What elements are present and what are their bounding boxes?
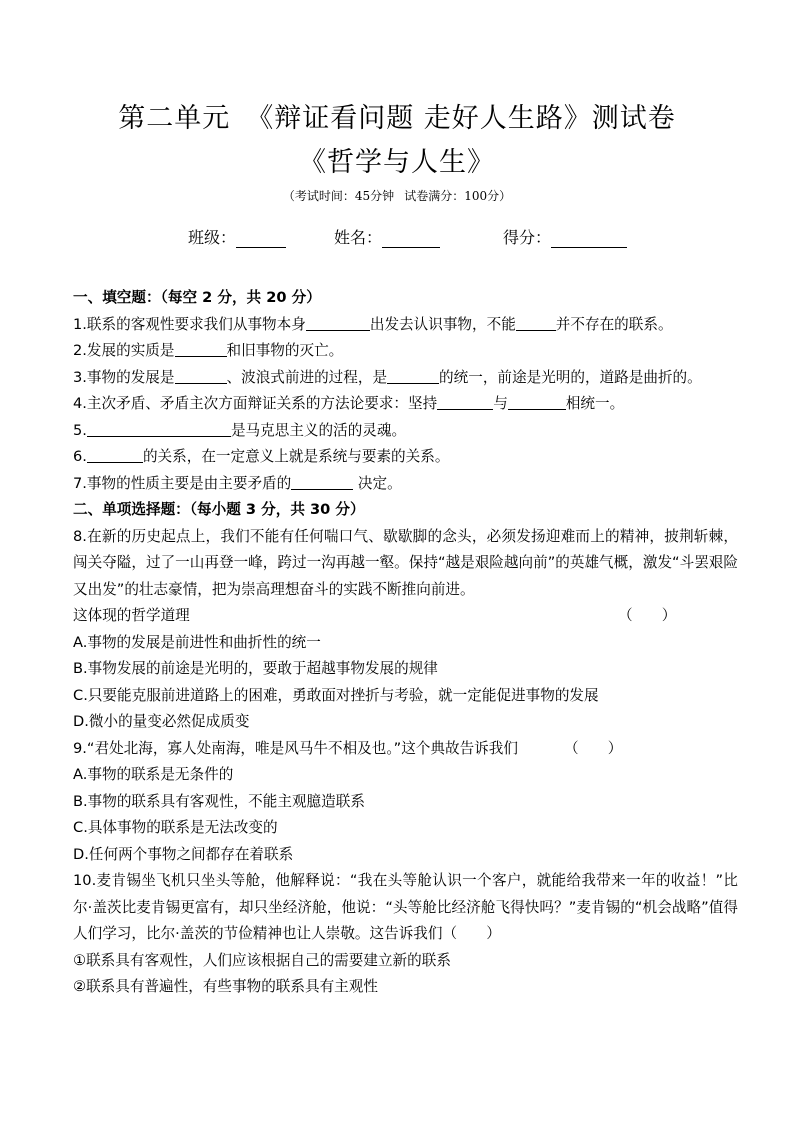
blank[interactable] <box>87 421 231 437</box>
blank[interactable] <box>516 315 556 331</box>
answer-paren[interactable]: （ ） <box>563 739 623 757</box>
answer-paren[interactable]: （ ） <box>618 607 677 624</box>
option-1[interactable]: ①联系具有客观性，人们应该根据自己的需要建立新的联系 <box>73 951 451 969</box>
class-blank[interactable] <box>236 231 286 248</box>
blank[interactable] <box>175 341 227 357</box>
section-1-heading: 一、填空题：（每空 2 分，共 20 分） <box>73 289 321 306</box>
question-6: 6. 的关系，在一定意义上就是系统与要素的关系。 <box>73 448 450 465</box>
exam-content <box>73 285 738 1001</box>
student-info-fields <box>188 225 648 247</box>
option-a[interactable]: A.事物的联系是无条件的 <box>73 766 234 783</box>
name-field[interactable]: 姓名： <box>334 225 440 248</box>
question-5: 5. 是马克思主义的活的灵魂。 <box>73 421 407 439</box>
question-9-stem: 9.“君处北海，寡人处南海，唯是风马牛不相及也。”这个典故告诉我们 （ ） <box>73 739 623 757</box>
name-blank[interactable] <box>382 231 440 248</box>
page-title <box>0 96 794 135</box>
option-2[interactable]: ②联系具有普遍性，有些事物的联系具有主观性 <box>73 978 378 995</box>
test-title: 《辩证看问题 走好人生路》测试卷 <box>246 103 676 134</box>
blank[interactable] <box>437 394 493 410</box>
blank[interactable] <box>87 447 143 463</box>
question-7: 7.事物的性质主要是由主要矛盾的 决定。 <box>73 474 402 492</box>
blank[interactable] <box>387 368 439 384</box>
section-2-heading: 二、单项选择题：（每小题 3 分，共 30 分） <box>73 501 365 518</box>
option-b[interactable]: B.事物发展的前途是光明的，要敢于超越事物发展的规律 <box>73 660 438 677</box>
blank[interactable] <box>508 394 566 410</box>
question-8-stem: 8.在新的历史起点上，我们不能有任何喘口气、歇歇脚的念头，必须发扬迎难而上的精神，披荆斩棘，闯关夺隘，过了一山再登一峰，跨过一沟再越一壑。保持“越是艰险越向前”的英雄气概，激发“斗罢艰险又出发”的壮志豪情，把为崇高理想奋斗的实践不断推向前进。 <box>73 527 738 598</box>
question-3: 3.事物的发展是 、波浪式前进的过程，是 的统一，前途是光明的，道路是曲折的。 <box>73 368 702 386</box>
option-d[interactable]: D.任何两个事物之间都存在着联系 <box>73 845 294 863</box>
exam-full-score: 试卷满分：100分） <box>404 189 512 203</box>
question-8-stem-end: 这体现的哲学道理 （ ） <box>73 603 738 630</box>
class-field[interactable]: 班级： <box>188 225 286 248</box>
unit-label: 第二单元 <box>118 103 231 134</box>
blank[interactable] <box>175 368 227 384</box>
exam-time: （考试时间：45分钟 <box>282 189 395 203</box>
blank[interactable] <box>306 315 370 331</box>
option-c[interactable]: C.只要能克服前进道路上的困难，勇敢面对挫折与考验，就一定能促进事物的发展 <box>73 686 599 704</box>
option-c[interactable]: C.具体事物的联系是无法改变的 <box>73 819 278 836</box>
score-blank[interactable] <box>551 231 627 248</box>
option-d[interactable]: D.微小的量变必然促成质变 <box>73 713 250 730</box>
question-10-stem: 10.麦肯锡坐飞机只坐头等舱，他解释说：“我在头等舱认识一个客户，就能给我带来一年的收益！”比尔·盖茨比麦肯锡更富有，却只坐经济舱，他说：“头等舱比经济舱飞得快吗？”麦肯锡的“机会战略”值得人们学习，比尔·盖茨的节俭精神也让人崇敬。这告诉我们（ ） <box>73 872 738 942</box>
exam-info <box>0 187 794 204</box>
page-subtitle: 《哲学与人生》 <box>299 147 495 178</box>
option-a[interactable]: A.事物的发展是前进性和曲折性的统一 <box>73 633 321 651</box>
question-4: 4.主次矛盾、矛盾主次方面辩证关系的方法论要求：坚持 与 相统一。 <box>73 395 625 412</box>
option-b[interactable]: B.事物的联系具有客观性，不能主观臆造联系 <box>73 792 365 810</box>
score-field[interactable]: 得分： <box>503 225 627 248</box>
question-1: 1.联系的客观性要求我们从事物本身 出发去认识事物，不能 并不存在的联系。 <box>73 315 673 333</box>
question-2: 2.发展的实质是 和旧事物的灭亡。 <box>73 342 344 359</box>
blank[interactable] <box>291 474 353 490</box>
